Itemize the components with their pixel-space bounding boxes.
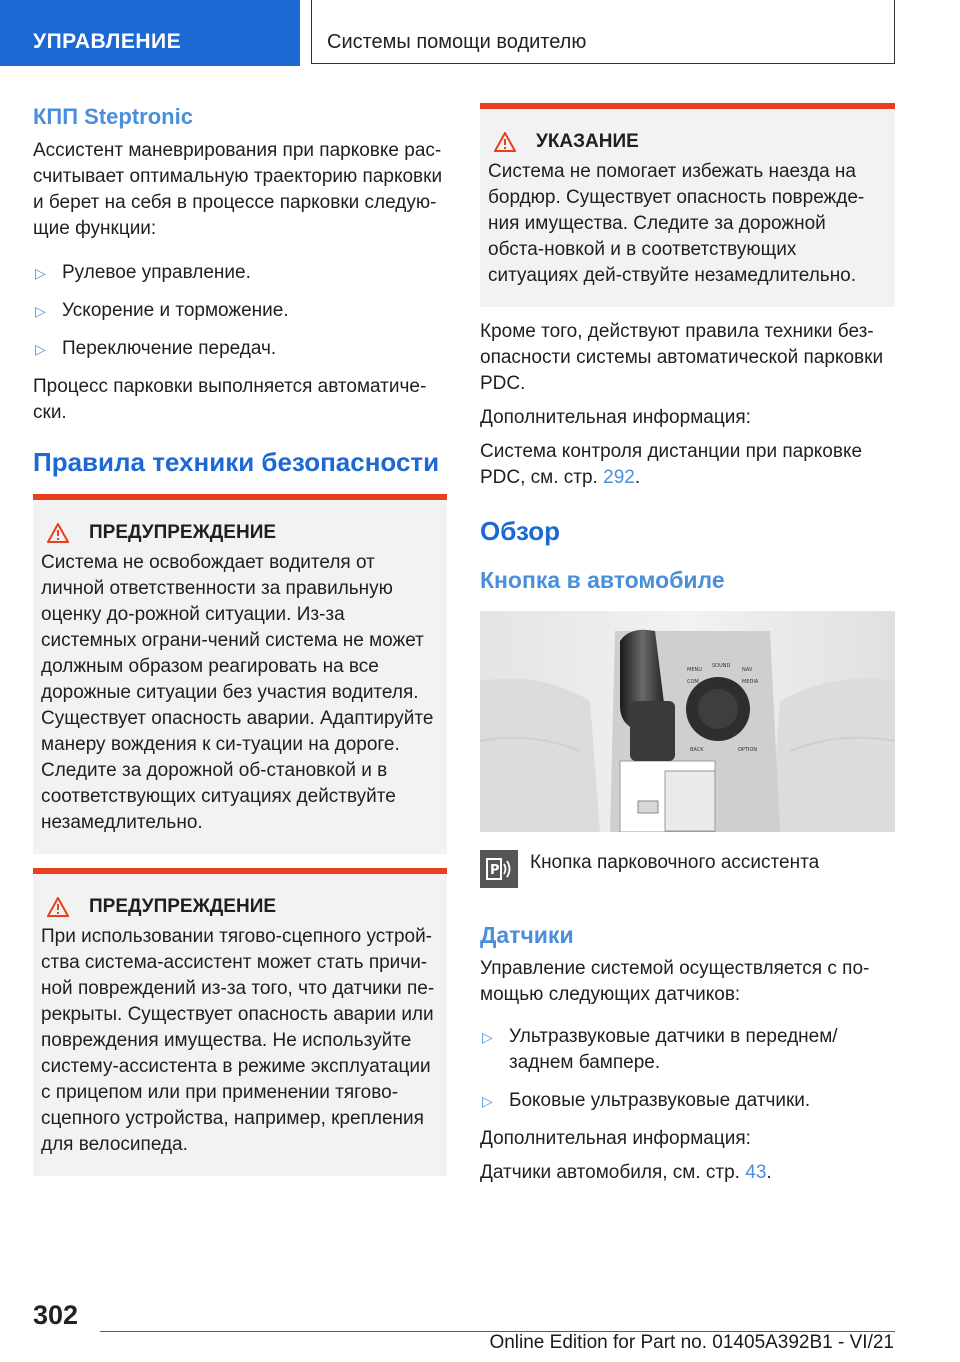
list-item: ▷ Переключение передач. [33, 336, 447, 362]
triangle-bullet-icon: ▷ [35, 341, 46, 357]
warning-triangle-icon [494, 132, 516, 152]
svg-text:MENU: MENU [687, 667, 702, 673]
warning-triangle-icon [47, 897, 69, 917]
center-console-photo [480, 611, 895, 832]
steptronic-heading: КПП Steptronic [33, 104, 193, 129]
list-item: ▷ Боковые ультразвуковые датчики. [480, 1088, 895, 1114]
triangle-bullet-icon: ▷ [482, 1093, 493, 1109]
safety-heading: Правила техники безопасности [33, 447, 440, 477]
sensors-intro: Управление системой осуществляется с по-мощью следующих датчиков: [480, 958, 870, 1005]
svg-text:BACK: BACK [690, 747, 704, 753]
warning-title: ПРЕДУПРЕЖДЕНИЕ [89, 896, 277, 917]
triangle-bullet-icon: ▷ [35, 303, 46, 319]
more-info-label: Дополнительная информация: [480, 1128, 751, 1149]
section-header: УПРАВЛЕНИЕ [0, 0, 300, 66]
warning-triangle-icon [47, 523, 69, 543]
note-box [480, 103, 895, 307]
warning-box-2 [33, 868, 447, 1176]
svg-text:OPTION: OPTION [738, 747, 758, 753]
svg-text:P: P [490, 863, 500, 878]
auto-text: Процесс парковки выполняется автоматиче-ски. [33, 376, 427, 423]
functions-list [33, 260, 447, 362]
svg-text:COM: COM [687, 679, 699, 685]
svg-text:SOUND: SOUND [712, 663, 731, 669]
sensors-heading: Датчики [480, 922, 574, 948]
page-link-292[interactable]: 292 [603, 467, 635, 488]
overview-heading: Обзор [480, 516, 560, 546]
sensor-reference: Датчики автомобиля, см. стр. 43. [480, 1162, 772, 1183]
triangle-bullet-icon: ▷ [482, 1029, 493, 1045]
warning-text: Система не освобождает водителя от личной ответственности за правильную оценку до-рожной ситуации. Из-за системных ограни-чений система не может должным образом реагировать на все дорожные ситуации без участия водителя. Существует опасность аварии. Адаптируйте манеру вождения к си-туации на дороге. Следите за дорожной об-становкой и в соответствующих ситуациях действуйте незамедлительно. [41, 552, 434, 833]
chapter-header: Системы помощи водителю [311, 0, 895, 64]
warning-box-1 [33, 494, 447, 854]
pdc-text: Кроме того, действуют правила техники без-опасности системы автоматической парковки PDC. [480, 321, 884, 394]
button-heading: Кнопка в автомобиле [480, 567, 725, 593]
page-link-43[interactable]: 43 [745, 1162, 767, 1183]
edition-footer: Online Edition for Part no. 01405A392B1 - VI/21 [489, 1332, 894, 1353]
parking-assist-icon [480, 850, 518, 888]
svg-text:MEDIA: MEDIA [742, 679, 759, 685]
photo-caption [480, 850, 895, 888]
more-info-label: Дополнительная информация: [480, 407, 751, 428]
caption-text: Кнопка парковочного ассистента [530, 852, 820, 873]
page-number: 302 [33, 1300, 79, 1330]
note-text: Система не помогает избежать наезда на бордюр. Существует опасность поврежде-ния имущества. Следите за дорожной обста-новкой и в соответствующих ситуациях дей-ствуйте незамедлительно. [488, 161, 865, 286]
warning-text: При использовании тягово-сцепного устрой-ства система-ассистент может стать причи-ной повреждений из-за того, что датчики пе-рекрыты. Существует опасность аварии или повреждения имущества. Не используйте систему-ассистента в режиме эксплуатации с прицепом или при применении тягово-сцепного устройства, например, крепления для велосипеда. [41, 926, 435, 1155]
steptronic-intro: Ассистент маневрирования при парковке рас-считывает оптимальную траекторию парковки и берет на себя в процессе парковки следую-щие функции: [33, 140, 443, 239]
triangle-bullet-icon: ▷ [35, 265, 46, 281]
sensors-list [480, 1024, 895, 1114]
right-column [480, 100, 895, 1194]
note-title: УКАЗАНИЕ [536, 131, 639, 152]
svg-text:NAV: NAV [742, 667, 753, 673]
left-column [33, 100, 447, 1188]
list-item: ▷ Рулевое управление. [33, 260, 447, 286]
pdc-reference: Система контроля дистанции при парковке PDC, см. стр. 292. [480, 441, 863, 488]
warning-title: ПРЕДУПРЕЖДЕНИЕ [89, 522, 277, 543]
list-item: ▷ Ускорение и торможение. [33, 298, 447, 324]
list-item: ▷ Ультразвуковые датчики в переднем/ заднем бампере. [482, 1026, 838, 1073]
